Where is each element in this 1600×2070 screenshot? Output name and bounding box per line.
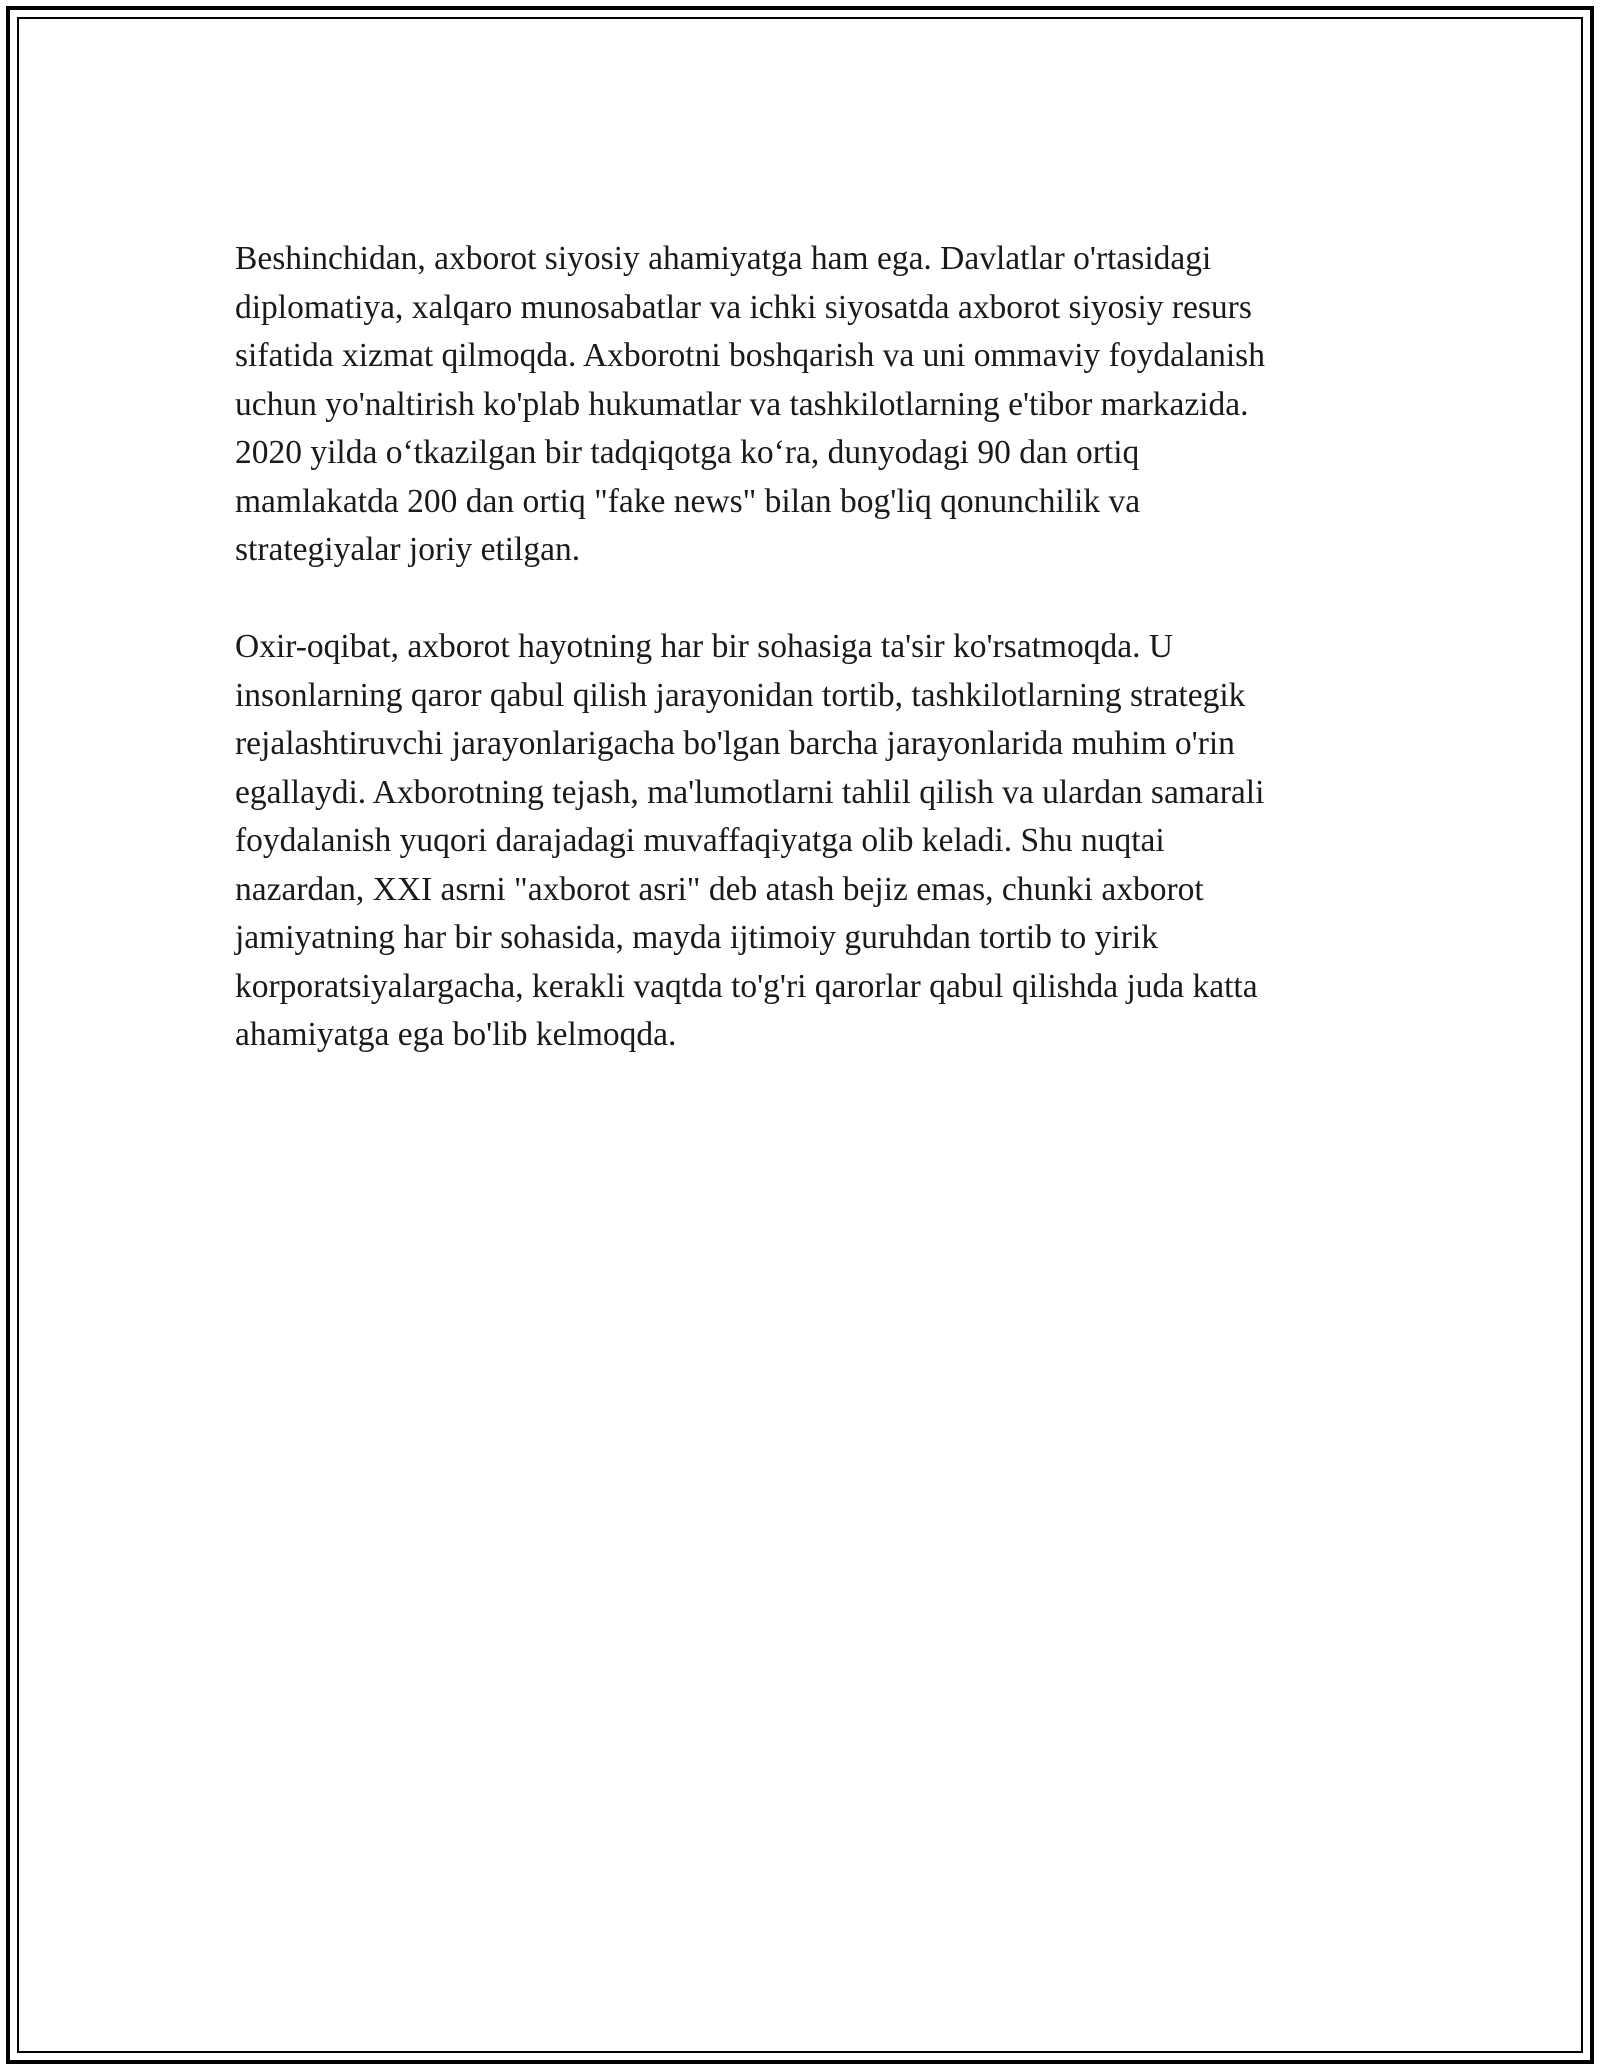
paragraph-line: ahamiyatga ega bo'lib kelmoqda. bbox=[235, 1016, 677, 1053]
paragraph-line: foydalanish yuqori darajadagi muvaffaqiyatga olib keladi. Shu nuqtai bbox=[235, 822, 1165, 859]
paragraph-line: rejalashtiruvchi jarayonlarigacha bo'lgan barcha jarayonlarida muhim o'rin bbox=[235, 725, 1235, 762]
document-body bbox=[235, 235, 1395, 1060]
paragraph-line: nazardan, XXI asrni "axborot asri" deb atash bejiz emas, chunki axborot bbox=[235, 870, 1204, 908]
paragraph-line: 2020 yilda oʻtkazilgan bir tadqiqotga koʻra, dunyodagi 90 dan ortiq bbox=[235, 434, 1140, 471]
paragraph-line: Beshinchidan, axborot siyosiy ahamiyatga ham ega. Davlatlar o'rtasidagi bbox=[235, 240, 1212, 277]
paragraph-line: egallaydi. Axborotning tejash, ma'lumotlarni tahlil qilish va ulardan samarali bbox=[235, 773, 1265, 811]
paragraph-1 bbox=[235, 235, 1395, 575]
paragraph-line: diplomatiya, xalqaro munosabatlar va ichki siyosatda axborot siyosiy resurs bbox=[235, 288, 1252, 326]
paragraph-2 bbox=[235, 623, 1395, 1060]
paragraph-line: korporatsiyalargacha, kerakli vaqtda to'g'ri qarorlar qabul qilishda juda katta bbox=[235, 967, 1258, 1005]
paragraph-line: uchun yo'naltirish ko'plab hukumatlar va tashkilotlarning e'tibor markazida. bbox=[235, 385, 1249, 423]
paragraph-line: insonlarning qaror qabul qilish jarayonidan tortib, tashkilotlarning strategik bbox=[235, 676, 1246, 714]
paragraph-line: jamiyatning har bir sohasida, mayda ijtimoiy guruhdan tortib to yirik bbox=[235, 919, 1158, 956]
paragraph-line: sifatida xizmat qilmoqda. Axborotni boshqarish va uni ommaviy foydalanish bbox=[235, 337, 1265, 374]
paragraph-line: mamlakatda 200 dan ortiq "fake news" bilan bog'liq qonunchilik va bbox=[235, 482, 1141, 520]
paragraph-line: Oxir-oqibat, axborot hayotning har bir sohasiga ta'sir ko'rsatmoqda. U bbox=[235, 628, 1174, 665]
paragraph-line: strategiyalar joriy etilgan. bbox=[235, 531, 581, 568]
